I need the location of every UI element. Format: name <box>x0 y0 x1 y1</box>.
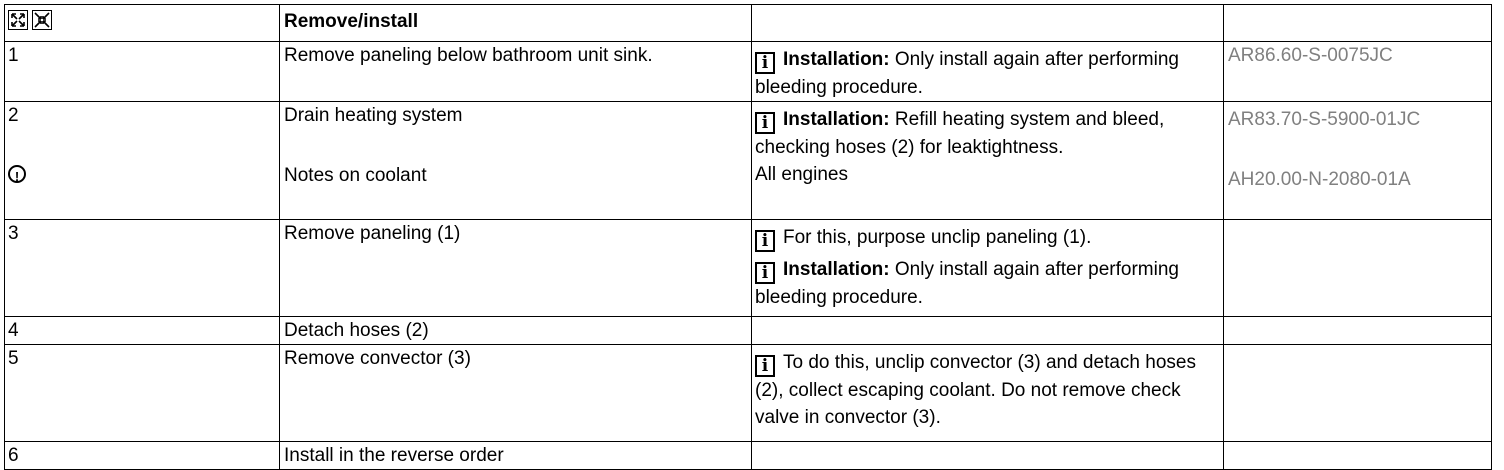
reference-empty-cell <box>1224 345 1492 442</box>
sub-action: Notes on coolant <box>284 165 427 186</box>
step-number: 4 <box>5 317 280 345</box>
reference-empty-cell <box>1224 442 1492 470</box>
step-action-cell <box>280 102 752 220</box>
note-text: Refill heating system and bleed, checking hoses (2) for leaktightness. <box>755 109 1165 158</box>
step-note <box>752 345 1224 442</box>
step-number: 3 <box>5 220 280 317</box>
note-text: Only install again after performing bleeding procedure. <box>755 259 1179 308</box>
step-action: Remove convector (3) <box>280 345 752 442</box>
reference-cell <box>1224 102 1492 220</box>
info-icon: i <box>755 262 775 284</box>
table-row <box>5 317 1492 345</box>
step-action: Detach hoses (2) <box>280 317 752 345</box>
expand-icon[interactable] <box>8 10 28 30</box>
step-number: 6 <box>5 442 280 470</box>
table-row <box>5 442 1492 470</box>
step-action: Remove paneling below bathroom unit sink. <box>280 42 752 102</box>
reference-empty-cell <box>1224 317 1492 345</box>
step-note <box>752 42 1224 102</box>
header-row <box>5 5 1492 42</box>
step-number: 5 <box>5 345 280 442</box>
collapse-icon[interactable] <box>32 10 52 30</box>
sub-reference-link[interactable]: AH20.00-N-2080-01A <box>1228 169 1411 190</box>
header-empty-cell <box>1224 5 1492 42</box>
step-note-empty <box>752 317 1224 345</box>
note-label: Installation: <box>783 259 890 280</box>
info-icon: i <box>755 112 775 134</box>
note-label: Installation: <box>783 109 890 130</box>
reference-link[interactable]: AR83.70-S-5900-01JC <box>1228 109 1421 130</box>
info-icon: i <box>755 52 775 74</box>
note-text: For this, purpose unclip paneling (1). <box>783 227 1092 248</box>
header-icons-cell <box>5 5 280 42</box>
step-note-empty <box>752 442 1224 470</box>
note-text: Only install again after performing bleeding procedure. <box>755 49 1179 98</box>
note-label: Installation: <box>783 49 890 70</box>
step-number: 2 <box>8 105 19 126</box>
header-title: Remove/install <box>280 5 752 42</box>
step-number-cell <box>5 102 280 220</box>
header-empty-cell <box>752 5 1224 42</box>
warning-circle-icon <box>8 165 26 183</box>
step-note <box>752 220 1224 317</box>
reference-link[interactable]: AR86.60-S-0075JC <box>1224 42 1492 102</box>
table-row <box>5 220 1492 317</box>
sub-note: All engines <box>755 164 848 185</box>
table-row <box>5 102 1492 220</box>
step-action: Install in the reverse order <box>280 442 752 470</box>
info-icon: i <box>755 355 775 377</box>
note-text: To do this, unclip convector (3) and detach hoses (2), collect escaping coolant. Do not remove check valve in convector (3). <box>755 352 1196 428</box>
step-number: 1 <box>5 42 280 102</box>
step-action: Remove paneling (1) <box>280 220 752 317</box>
step-action: Drain heating system <box>284 105 463 126</box>
table-row <box>5 42 1492 102</box>
info-icon: i <box>755 230 775 252</box>
table-row <box>5 345 1492 442</box>
reference-empty-cell <box>1224 220 1492 317</box>
procedure-table <box>4 4 1492 470</box>
step-note <box>752 102 1224 220</box>
